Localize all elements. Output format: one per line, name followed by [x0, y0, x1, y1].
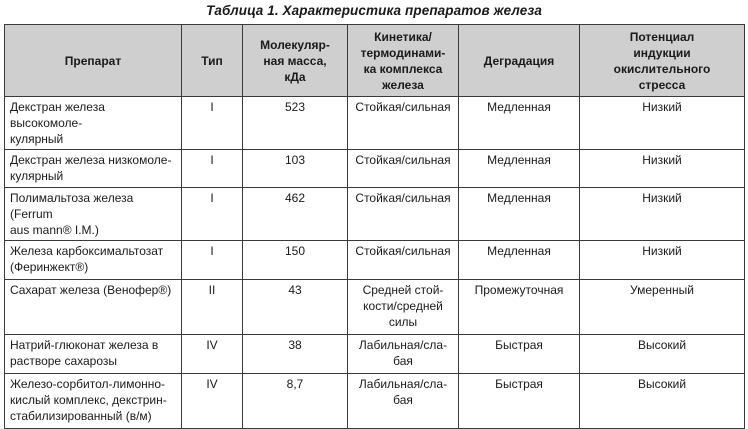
cell-stress: Низкий — [580, 150, 745, 188]
table-row — [5, 335, 745, 374]
cell-mass: 462 — [243, 188, 348, 241]
header-degradation: Деградация — [459, 25, 580, 97]
cell-degradation: Промежуточная — [459, 280, 580, 335]
cell-kinetics: Стойкая/сильная — [348, 188, 459, 241]
cell-degradation: Медленная — [459, 97, 580, 150]
cell-stress: Низкий — [580, 97, 745, 150]
cell-kinetics: Лабильная/сла- бая — [348, 335, 459, 374]
cell-stress: Высокий — [580, 374, 745, 429]
cell-kinetics: Стойкая/сильная — [348, 97, 459, 150]
cell-drug: Полимальтоза железа (Ferrum aus mann® I.M.) — [5, 188, 182, 241]
table-row — [5, 241, 745, 280]
table-row — [5, 97, 745, 150]
cell-type: I — [182, 97, 243, 150]
cell-degradation: Медленная — [459, 150, 580, 188]
cell-type: IV — [182, 374, 243, 429]
iron-preparations-table — [4, 24, 745, 429]
cell-type: IV — [182, 335, 243, 374]
cell-kinetics: Средней стой- кости/средней силы — [348, 280, 459, 335]
table-row — [5, 150, 745, 188]
cell-mass: 523 — [243, 97, 348, 150]
cell-kinetics: Стойкая/сильная — [348, 241, 459, 280]
header-molecular-mass: Молекуляр- ная масса, кДа — [243, 25, 348, 97]
header-drug: Препарат — [5, 25, 182, 97]
header-oxidative-stress: Потенциал индукции окислительного стресса — [580, 25, 745, 97]
header-kinetics: Кинетика/ термодинами- ка комплекса железа — [348, 25, 459, 97]
cell-stress: Низкий — [580, 188, 745, 241]
cell-mass: 43 — [243, 280, 348, 335]
cell-degradation: Быстрая — [459, 335, 580, 374]
cell-stress: Умеренный — [580, 280, 745, 335]
cell-degradation: Быстрая — [459, 374, 580, 429]
cell-drug: Декстран железа низкомоле- кулярный — [5, 150, 182, 188]
cell-mass: 38 — [243, 335, 348, 374]
cell-stress: Высокий — [580, 335, 745, 374]
cell-drug: Декстран железа высокомоле- кулярный — [5, 97, 182, 150]
cell-type: II — [182, 280, 243, 335]
table-row — [5, 280, 745, 335]
cell-degradation: Медленная — [459, 241, 580, 280]
cell-drug: Железо-сорбитол-лимонно- кислый комплекс, декстрин- стабилизированный (в/м) — [5, 374, 182, 429]
table-row — [5, 188, 745, 241]
cell-mass: 103 — [243, 150, 348, 188]
table-row — [5, 374, 745, 429]
cell-drug: Железа карбоксимальтозат (Феринжект®) — [5, 241, 182, 280]
cell-mass: 150 — [243, 241, 348, 280]
cell-stress: Низкий — [580, 241, 745, 280]
cell-degradation: Медленная — [459, 188, 580, 241]
cell-kinetics: Лабильная/сла- бая — [348, 374, 459, 429]
header-type: Тип — [182, 25, 243, 97]
cell-mass: 8,7 — [243, 374, 348, 429]
table-caption: Таблица 1. Характеристика препаратов железа — [206, 3, 542, 18]
cell-type: I — [182, 150, 243, 188]
cell-type: I — [182, 241, 243, 280]
cell-kinetics: Стойкая/сильная — [348, 150, 459, 188]
table-header-row — [5, 25, 745, 97]
cell-drug: Натрий-глюконат железа в растворе сахарозы — [5, 335, 182, 374]
cell-drug: Сахарат железа (Венофер®) — [5, 280, 182, 335]
cell-type: I — [182, 188, 243, 241]
